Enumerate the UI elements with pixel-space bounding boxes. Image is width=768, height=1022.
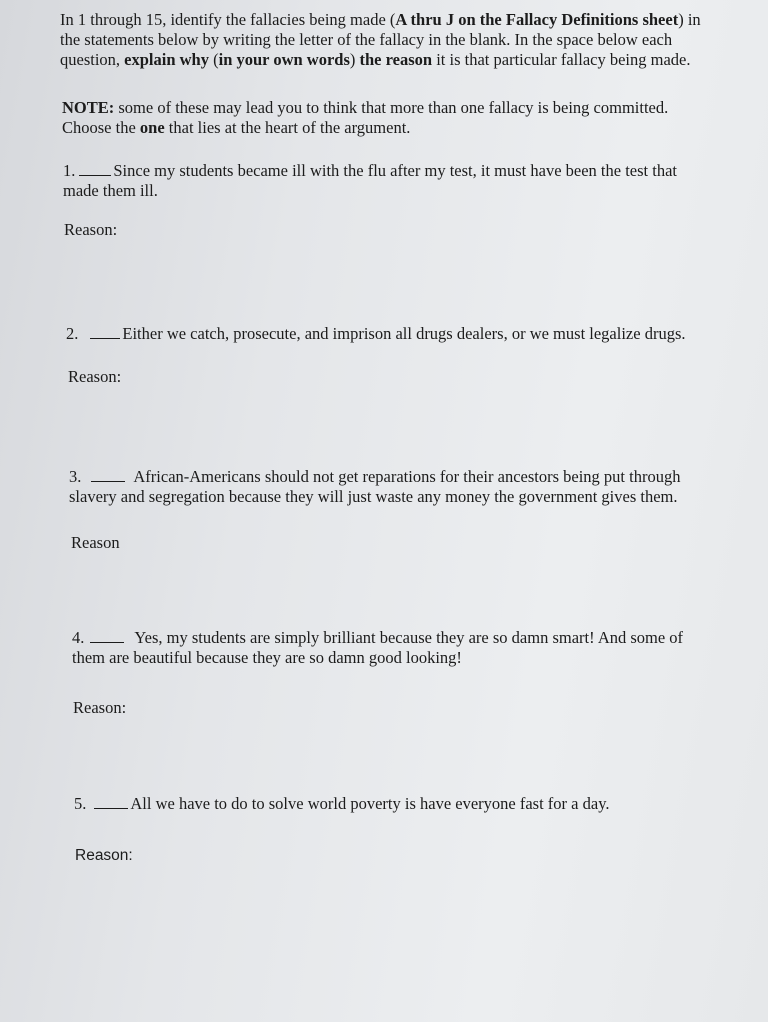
instructions-bold-text: A thru J on the Fallacy Definitions sheet bbox=[395, 10, 679, 29]
question-text: made them ill. bbox=[63, 181, 158, 200]
reason-label: Reason: bbox=[75, 847, 133, 864]
question-1 bbox=[63, 161, 677, 201]
instructions-text: ( bbox=[208, 50, 219, 69]
note-bold-text: one bbox=[139, 118, 165, 137]
question-text: Since my students became ill with the flu after my test, it must have been the test that bbox=[113, 161, 677, 180]
question-number: 2. bbox=[66, 324, 79, 343]
question-text: Yes, my students are simply brilliant because they are so damn smart! And some of bbox=[134, 628, 684, 647]
question-3 bbox=[69, 467, 680, 507]
instructions-text: it is that particular fallacy being made. bbox=[432, 50, 691, 69]
note-text: Choose the bbox=[62, 118, 140, 137]
instructions-text: ) in bbox=[678, 10, 701, 29]
question-text: them are beautiful because they are so damn good looking! bbox=[72, 648, 462, 667]
instructions-paragraph bbox=[60, 10, 701, 70]
answer-blank[interactable] bbox=[90, 324, 120, 339]
question-number: 5. bbox=[74, 794, 87, 813]
instructions-text: ) bbox=[349, 50, 360, 69]
question-2 bbox=[66, 324, 686, 344]
question-text: Either we catch, prosecute, and imprison all drugs dealers, or we must legalize drugs. bbox=[122, 324, 686, 343]
question-5 bbox=[74, 794, 610, 814]
question-text: African-Americans should not get reparations for their ancestors being put through bbox=[133, 467, 681, 486]
instructions-text: In 1 through 15, identify the fallacies being made ( bbox=[60, 10, 396, 29]
question-number: 4. bbox=[72, 628, 85, 647]
question-number: 3. bbox=[69, 467, 82, 486]
instructions-bold-text: explain why bbox=[124, 50, 209, 69]
note-label: NOTE: bbox=[62, 98, 115, 117]
reason-label: Reason: bbox=[64, 220, 118, 239]
note-paragraph bbox=[62, 98, 668, 138]
note-text: that lies at the heart of the argument. bbox=[164, 118, 411, 137]
question-4 bbox=[72, 628, 683, 668]
question-text: All we have to do to solve world poverty is have everyone fast for a day. bbox=[130, 794, 610, 813]
reason-label: Reason bbox=[71, 533, 120, 552]
note-text: some of these may lead you to think that more than one fallacy is being committed. bbox=[114, 98, 669, 117]
answer-blank[interactable] bbox=[90, 628, 124, 643]
instructions-bold-text: the reason bbox=[359, 50, 433, 69]
instructions-bold-text: in your own words bbox=[218, 50, 350, 69]
question-text: slavery and segregation because they will just waste any money the government gives them. bbox=[69, 487, 678, 506]
question-number: 1. bbox=[63, 161, 76, 180]
instructions-text: question, bbox=[60, 50, 125, 69]
reason-label: Reason: bbox=[73, 698, 127, 717]
answer-blank[interactable] bbox=[94, 794, 128, 809]
reason-label: Reason: bbox=[68, 367, 122, 386]
answer-blank[interactable] bbox=[79, 161, 111, 176]
answer-blank[interactable] bbox=[91, 467, 125, 482]
instructions-text: the statements below by writing the letter of the fallacy in the blank. In the space below each bbox=[60, 30, 673, 49]
